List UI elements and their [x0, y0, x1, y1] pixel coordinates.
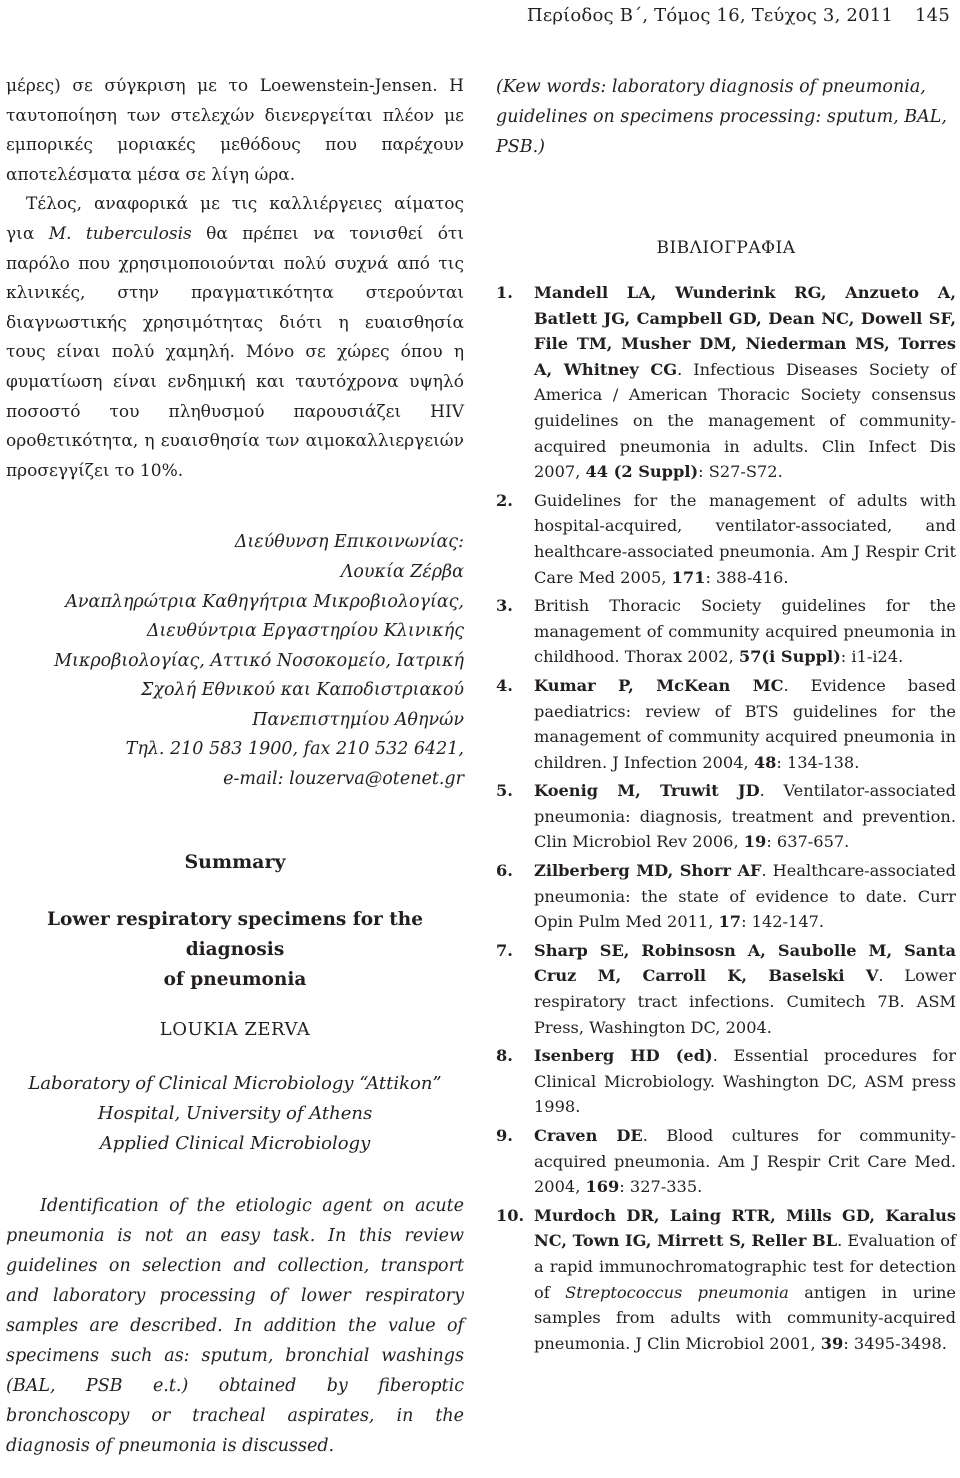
reference-number: 8.: [496, 1046, 513, 1066]
reference-volume: 17: [718, 912, 742, 932]
contact-line: Λουκία Ζέρβα: [340, 561, 464, 582]
reference-item: [496, 778, 956, 855]
contact-line: Μικροβιολογίας, Αττικό Νοσοκομείο, Ιατρική: [54, 650, 464, 671]
reference-number: 6.: [496, 861, 513, 881]
reference-number: 10.: [496, 1205, 525, 1225]
left-column: [6, 72, 464, 1478]
reference-pages: : 142-147.: [741, 912, 825, 932]
reference-volume: 19: [743, 832, 767, 852]
affiliation: [6, 1069, 464, 1159]
reference-text: [534, 280, 956, 485]
summary-title: [6, 905, 464, 995]
reference-item: [496, 858, 956, 935]
contact-line: Αναπληρώτρια Καθηγήτρια Μικροβιολογίας,: [65, 591, 464, 612]
reference-list: [496, 280, 956, 1356]
paragraph-2-rest: θα πρέπει να τονισθεί ότι παρόλο που χρησιμοποιούνται πολύ συχνά από τις κλινικές, στην πραγματικότητα στερούνται διαγνωστικής χρησιμότητας διότι η ευαισθησία τους είναι πολύ χαμηλή. Μόνο σε χώρες όπου η φυματίωση είναι ενδημική και ταυτόχρονα υψηλό ποσοστό του πληθυσμού παρουσιάζει HIV οροθετικότητα, η ευαισθησία των αιμοκαλλιεργειών προσεγγίζει το 10%.: [6, 223, 464, 481]
reference-citation: . Essential procedures for Clinical Microbiology. Washington DC, ASM press 1998.: [534, 1046, 956, 1117]
reference-citation-cont: antigen in urine samples from adults with community-acquired pneumonia. J Clin Microbiol 2001,: [534, 1282, 956, 1353]
reference-volume: 39: [820, 1333, 844, 1353]
paragraph-1: μέρες) σε σύγκριση με το Loewenstein-Jensen. Η ταυτοποίηση των στελεχών διενεργείται πλέον με εμπορικές μοριακές μεθόδους που παρέχουν αποτελέσματα μέσα σε λίγη ώρα.: [6, 76, 464, 185]
paragraph-2: [6, 190, 464, 486]
author-name: LOUKIA ZERVA: [159, 1018, 311, 1040]
reference-text: [534, 858, 956, 935]
reference-citation: British Thoracic Society guidelines for the management of community acquired pneumonia in childhood. Thorax 2002,: [534, 596, 956, 667]
journal-issue: Περίοδος Β΄, Τόμος 16, Τεύχος 3, 2011: [526, 5, 894, 26]
reference-citation: . Infectious Diseases Society of America / American Thoracic Society consensus guidelines on the management of community-acquired pneumonia in adults. Clin Infect Dis 2007,: [534, 359, 956, 482]
affiliation-line: Hospital, University of Athens: [97, 1102, 373, 1124]
reference-number: 7.: [496, 940, 513, 960]
reference-authors: Zilberberg MD, Shorr AF: [534, 861, 762, 881]
summary-title-line: of pneumonia: [163, 968, 307, 990]
contact-line: Τηλ. 210 583 1900, fax 210 532 6421,: [125, 739, 464, 760]
reference-pages: : 3495-3498.: [843, 1333, 947, 1353]
reference-number: 1.: [496, 283, 513, 302]
reference-citation: Guidelines for the management of adults with hospital-acquired, ventilator-associated, and healthcare-associated pneumonia. Am J Respir Crit Care Med 2005,: [534, 490, 956, 587]
reference-item: [496, 1123, 956, 1200]
reference-volume: 48: [753, 752, 777, 772]
reference-item: [496, 280, 956, 485]
reference-volume: 57(i Suppl): [738, 647, 841, 667]
reference-citation: . Evidence based paediatrics: review of BTS guidelines for the management of community acquired pneumonia in children. J Infection 2004,: [534, 675, 956, 772]
species-name: M. tuberculosis: [48, 223, 192, 244]
reference-volume: 169: [585, 1177, 620, 1197]
reference-pages: : S27-S72.: [698, 462, 783, 482]
keywords: (Kew words: laboratory diagnosis of pneumonia, guidelines on specimens processing: sputum, BAL, PSB.): [496, 77, 947, 157]
reference-authors: Craven DE: [534, 1126, 643, 1145]
page-number: 145: [915, 5, 950, 26]
reference-text: [534, 488, 956, 590]
reference-number: 9.: [496, 1126, 513, 1145]
reference-text: [534, 673, 956, 775]
reference-text: [534, 1043, 956, 1120]
summary-heading: Summary: [184, 850, 286, 873]
reference-citation: . Healthcare-associated pneumonia: the state of evidence to date. Curr Opin Pulm Med 2011,: [534, 861, 956, 932]
reference-pages: : 134-138.: [776, 752, 860, 772]
reference-authors: Murdoch DR, Laing RTR, Mills GD, Karalus NC, Town IG, Mirrett S, Reller BL: [534, 1205, 956, 1251]
reference-text: [534, 1123, 956, 1200]
reference-authors: Koenig M, Truwit JD: [534, 781, 760, 801]
reference-text: [534, 778, 956, 855]
reference-item: [496, 1203, 956, 1357]
bibliography-heading: ΒΙΒΛΙΟΓΡΑΦΙΑ: [656, 238, 796, 258]
reference-citation: . Lower respiratory tract infections. Cumitech 7B. ASM Press, Washington DC, 2004.: [534, 966, 956, 1037]
reference-number: 5.: [496, 781, 513, 801]
paragraph-2-start: Τέλος, αναφορικά με τις καλλιέργειες αίματος για: [6, 194, 464, 244]
reference-number: 2.: [496, 490, 513, 510]
abstract: Identification of the etiologic agent on acute pneumonia is not an easy task. In this review guidelines on selection and collection, transport and laboratory processing of lower respiratory samples are described. In addition the value of specimens such as: sputum, bronchial washings (BAL, PSB e.t.) obtained by fiberoptic bronchoscopy or tracheal aspirates, in the diagnosis of pneumonia is discussed.: [6, 1195, 464, 1456]
reference-item: [496, 938, 956, 1040]
reference-authors: Kumar P, McKean MC: [534, 675, 784, 695]
correspondence-address: [6, 528, 464, 794]
reference-pages: : 388-416.: [705, 567, 789, 587]
reference-text: [534, 593, 956, 670]
reference-item: [496, 593, 956, 670]
reference-item: [496, 673, 956, 775]
reference-authors: Mandell LA, Wunderink RG, Anzueto A, Batlett JG, Campbell GD, Dean NC, Dowell SF, File TM, Musher DM, Niederman MS, Torres A, Whitney CG: [534, 283, 956, 379]
reference-number: 3.: [496, 596, 513, 616]
reference-volume: 171: [671, 567, 706, 587]
reference-citation: . Evaluation of a rapid immunochromatographic test for detection of: [534, 1231, 956, 1302]
running-header: [527, 4, 950, 28]
reference-text: [534, 1203, 956, 1357]
reference-authors: Isenberg HD (ed): [534, 1046, 713, 1066]
reference-text: [534, 938, 956, 1040]
reference-volume: 44 (2 Suppl): [585, 462, 699, 482]
reference-item: [496, 488, 956, 590]
reference-italic-term: Streptococcus pneumonia: [565, 1282, 789, 1302]
reference-citation: . Ventilator-associated pneumonia: diagnosis, treatment and prevention. Clin Microbiol Rev 2006,: [534, 781, 956, 852]
affiliation-line: Applied Clinical Microbiology: [99, 1132, 371, 1154]
contact-email: e-mail: louzerva@otenet.gr: [223, 769, 464, 790]
reference-pages: : 327-335.: [619, 1177, 703, 1197]
right-column: [496, 72, 956, 1359]
reference-item: [496, 1043, 956, 1120]
contact-line: Σχολή Εθνικού και Καποδιστριακού: [141, 680, 464, 701]
reference-citation: . Blood cultures for community-acquired pneumonia. Am J Respir Crit Care Med. 2004,: [534, 1126, 957, 1197]
reference-pages: : 637-657.: [766, 832, 850, 852]
contact-line: Διευθύντρια Εργαστηρίου Κλινικής: [146, 621, 464, 642]
reference-number: 4.: [496, 675, 513, 695]
reference-pages: : i1-i24.: [840, 647, 904, 667]
contact-line: Διεύθυνση Επικοινωνίας:: [234, 532, 464, 553]
contact-line: Πανεπιστημίου Αθηνών: [252, 709, 464, 730]
reference-authors: Sharp SE, Robinsosn A, Saubolle M, Santa Cruz M, Carroll K, Baselski V: [534, 940, 956, 986]
affiliation-line: Laboratory of Clinical Microbiology “Attikon”: [28, 1072, 442, 1094]
summary-title-line: Lower respiratory specimens for the diagnosis: [47, 908, 423, 960]
